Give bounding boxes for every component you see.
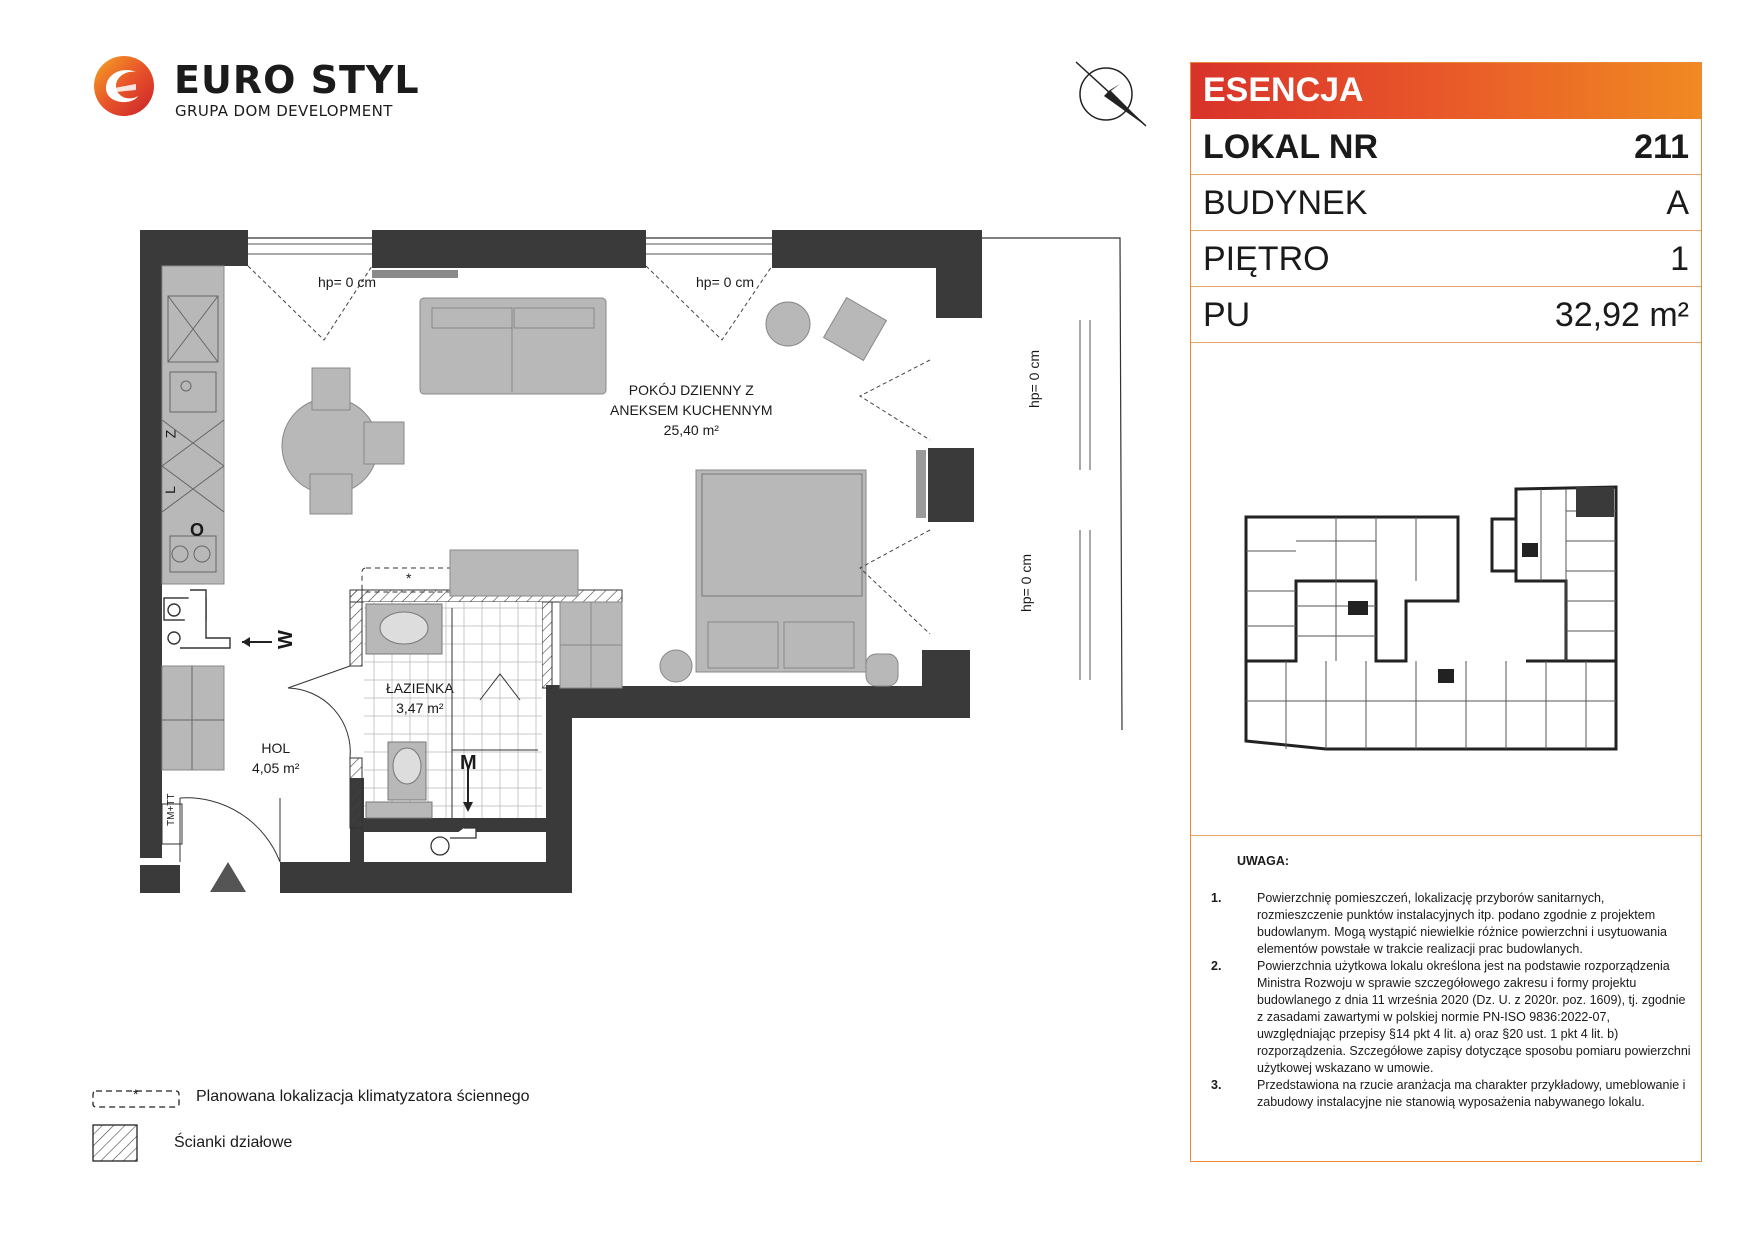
investment-name: ESENCJA [1203, 71, 1364, 109]
floor-plan-drawing [140, 230, 1140, 1010]
notes-section [1211, 853, 1691, 1111]
note-text: Powierzchnia użytkowa lokalu określona jest na podstawie rozporządzenia Ministra Rozwoju w sprawie szczegółowego zakresu i formy projektu budowlanego z dnia 11 września 2020 (Dz. U. z 2020r. poz. 1609), tj. zgodnie z zasadami zawartymi w polskiej normie PN-ISO 9836:2022-07, uwzględniając przepisy §14 pkt 4 lit. a) oraz §20 ust. 1 pkt 4 lit. b) rozporządzenia. Szczegółowe zapisy dotyczące sposobu pomiaru powierzchni użytkowej wskazano w umowie. [1257, 959, 1691, 1075]
brand-logo [92, 54, 512, 124]
marker-w: W [274, 630, 297, 649]
floor-plan [140, 230, 1140, 1010]
room-name: ŁAZIENKA [386, 680, 454, 696]
unit-info-panel [1190, 62, 1702, 1162]
room-living [610, 380, 773, 440]
row-value: A [1666, 184, 1689, 222]
row-building [1191, 175, 1701, 231]
row-floor [1191, 231, 1701, 287]
marker-ac: * [406, 570, 412, 586]
row-label: PIĘTRO [1203, 240, 1330, 278]
hatch-icon [92, 1124, 138, 1164]
note-number: 1. [1211, 891, 1222, 905]
note-text: Przedstawiona na rzucie aranżacja ma charakter przykładowy, umeblowanie i zabudowy instalacyjne nie stanowią wyposażenia nabywanego lokalu. [1257, 1078, 1686, 1109]
ceiling-height-label: hp= 0 cm [696, 274, 754, 290]
note-number: 2. [1211, 959, 1222, 973]
marker-l: L [161, 486, 178, 494]
legend-partition [92, 1124, 692, 1164]
row-label: BUDYNEK [1203, 184, 1368, 222]
marker-o: O [190, 520, 205, 540]
ceiling-height-label: hp= 0 cm [318, 274, 376, 290]
note-item [1211, 1077, 1691, 1111]
room-area: 3,47 m² [396, 700, 444, 716]
note-item [1211, 958, 1691, 1077]
note-number: 3. [1211, 1078, 1222, 1092]
ceiling-height-label: hp= 0 cm [1026, 350, 1042, 408]
marker-z: Z [162, 429, 179, 439]
legend-symbol: * [133, 1086, 139, 1102]
room-name: HOL [261, 740, 291, 756]
eurostyl-logo-icon [92, 54, 156, 118]
note-text: Powierzchnię pomieszczeń, lokalizację przyborów sanitarnych, rozmieszczenie punktów instalacyjnych itp. podano zgodnie z projektem budowlanym. Mogą wystąpić niewielkie różnice powierzchni i usytuowania elementów powstałe w trakcie realizacji prac budowlanych. [1257, 891, 1667, 956]
legend-ac [92, 1082, 692, 1122]
note-item [1211, 890, 1691, 958]
panel-divider [1191, 835, 1701, 836]
north-arrow-icon [1070, 54, 1150, 134]
room-bathroom [386, 678, 454, 718]
legend-text: Ścianki działowe [174, 1134, 293, 1151]
legend-text: Planowana lokalizacja klimatyzatora ściennego [196, 1088, 530, 1105]
row-unit-number [1191, 119, 1701, 175]
row-label: LOKAL NR [1203, 128, 1379, 166]
row-value: 1 [1670, 240, 1689, 278]
room-area: 25,40 m² [663, 422, 719, 438]
room-name: POKÓJ DZIENNY Z ANEKSEM KUCHENNYM [610, 382, 773, 418]
row-value: 32,92 m² [1554, 296, 1689, 334]
row-label: PU [1203, 296, 1251, 334]
marker-m: M [460, 752, 477, 774]
row-value: 211 [1634, 128, 1689, 166]
ceiling-height-label: hp= 0 cm [1018, 554, 1034, 612]
building-key-plan [1216, 411, 1686, 791]
notes-title: UWAGA: [1237, 854, 1290, 868]
brand-name: EURO STYL [174, 58, 420, 102]
row-usable-area [1191, 287, 1701, 343]
marker-tm-tt: TM+TT [166, 793, 177, 826]
highlighted-unit [1576, 487, 1614, 517]
room-area: 4,05 m² [252, 760, 300, 776]
room-hall [252, 738, 299, 778]
investment-header [1191, 63, 1701, 119]
brand-subtitle: GRUPA DOM DEVELOPMENT [175, 102, 393, 120]
